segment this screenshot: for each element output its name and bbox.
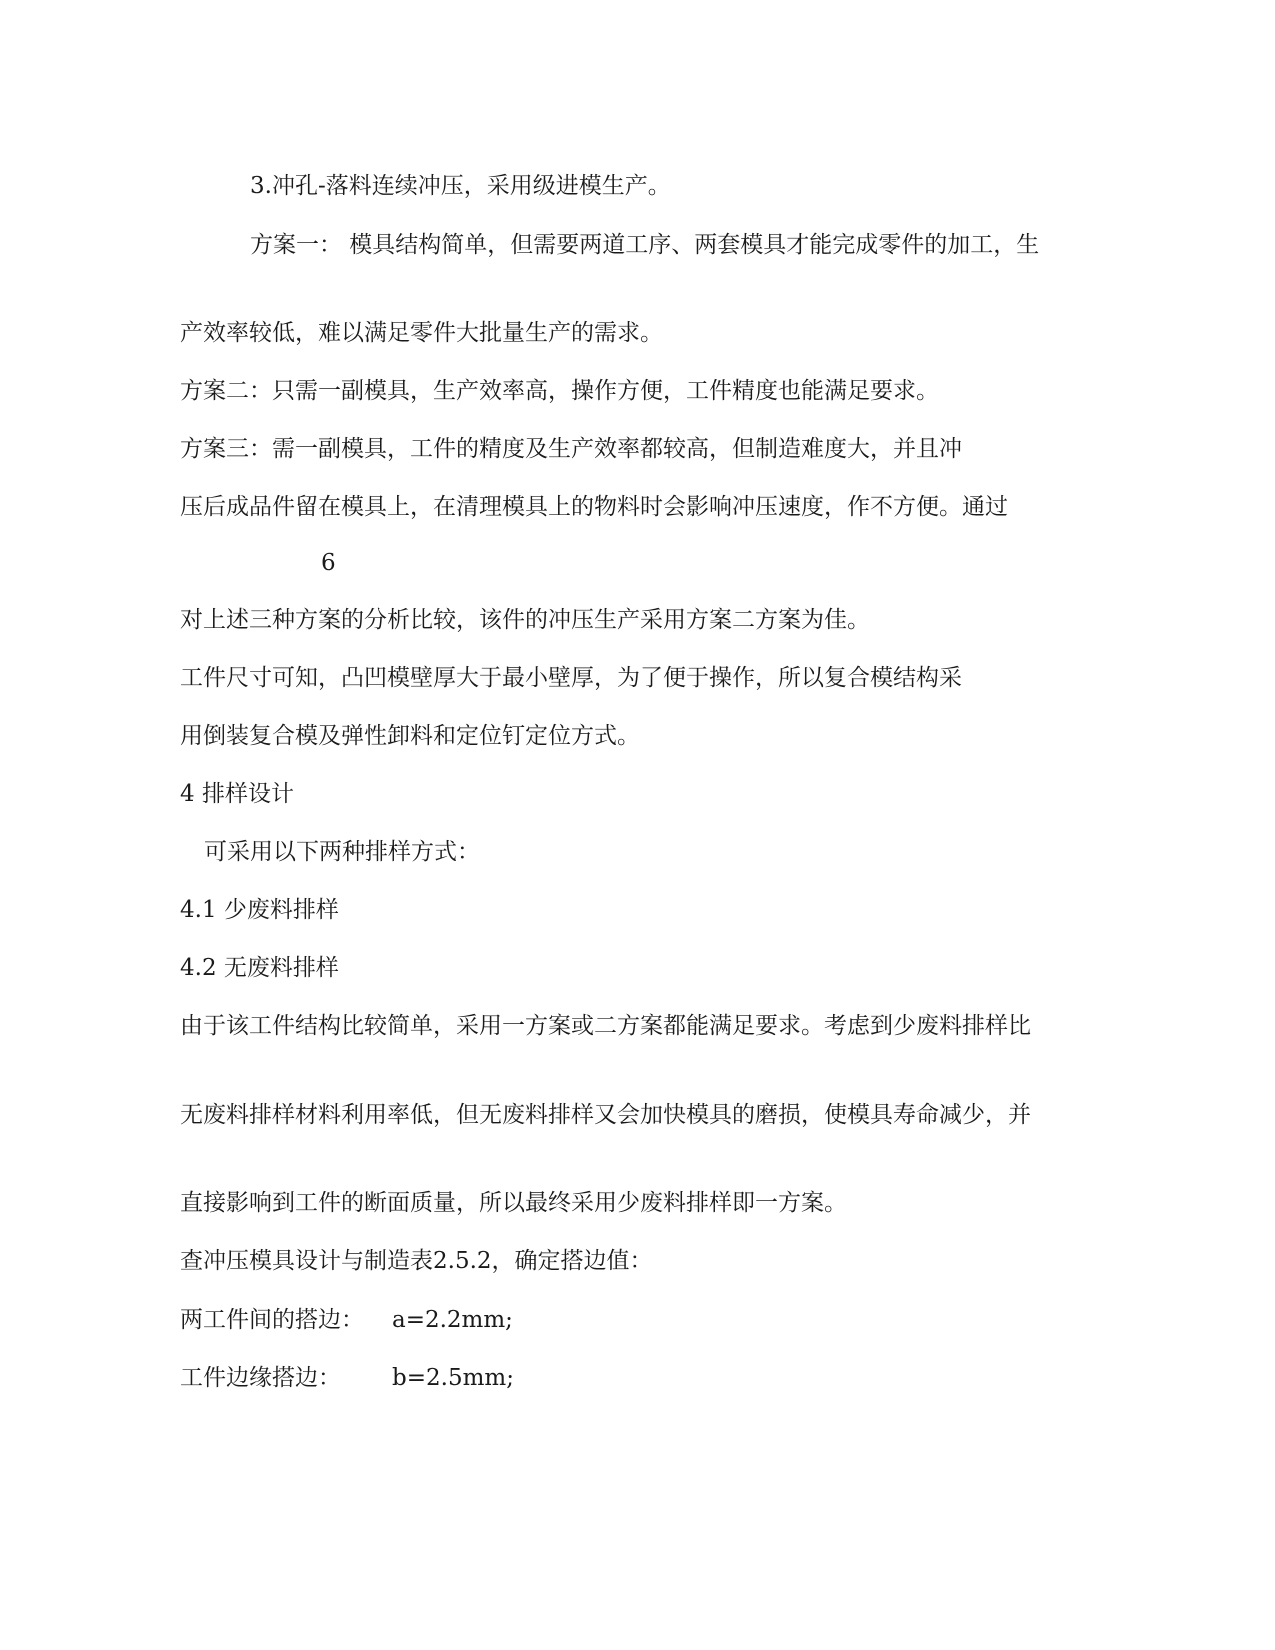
subheading-4-1: 4.1 少废料排样 xyxy=(180,897,339,923)
value-edge-of-part: b=2.5mm; xyxy=(392,1365,514,1391)
value-edge-between-parts: a=2.2mm; xyxy=(392,1307,513,1333)
paragraph-scheme-2: 方案二：只需一副模具，生产效率高，操作方便，工件精度也能满足要求。 xyxy=(180,378,939,404)
label-edge-between-parts: 两工件间的搭边： xyxy=(180,1307,364,1333)
paragraph-structure: 工件尺寸可知，凸凹模壁厚大于最小壁厚，为了便于操作，所以复合模结构采 xyxy=(180,665,962,691)
paragraph-scheme-1-cont: 产效率较低，难以满足零件大批量生产的需求。 xyxy=(180,320,663,346)
paragraph-lookup-table: 查冲压模具设计与制造表2.5.2，确定搭边值： xyxy=(180,1248,653,1274)
paragraph-layout-analysis-1: 由于该工件结构比较简单，采用一方案或二方案都能满足要求。考虑到少废料排样比 xyxy=(180,1013,1031,1039)
paragraph-structure-cont: 用倒装复合模及弹性卸料和定位钉定位方式。 xyxy=(180,723,640,749)
paragraph-option-3-title: 3.冲孔-落料连续冲压，采用级进模生产。 xyxy=(250,173,671,199)
paragraph-conclusion: 对上述三种方案的分析比较，该件的冲压生产采用方案二方案为佳。 xyxy=(180,607,870,633)
paragraph-scheme-3-cont: 压后成品件留在模具上，在清理模具上的物料时会影响冲压速度，作不方便。通过 xyxy=(180,494,1008,520)
subheading-4-2: 4.2 无废料排样 xyxy=(180,955,339,981)
page-number: 6 xyxy=(321,550,336,576)
paragraph-scheme-3: 方案三：需一副模具，工件的精度及生产效率都较高，但制造难度大，并且冲 xyxy=(180,436,962,462)
section-heading-layout-design: 4 排样设计 xyxy=(180,781,294,807)
paragraph-scheme-1: 方案一： 模具结构简单，但需要两道工序、两套模具才能完成零件的加工，生 xyxy=(250,232,1040,258)
label-edge-of-part: 工件边缘搭边： xyxy=(180,1365,341,1391)
paragraph-layout-methods: 可采用以下两种排样方式： xyxy=(204,839,480,865)
paragraph-layout-analysis-3: 直接影响到工件的断面质量，所以最终采用少废料排样即一方案。 xyxy=(180,1190,847,1216)
paragraph-layout-analysis-2: 无废料排样材料利用率低，但无废料排样又会加快模具的磨损，使模具寿命减少，并 xyxy=(180,1102,1031,1128)
